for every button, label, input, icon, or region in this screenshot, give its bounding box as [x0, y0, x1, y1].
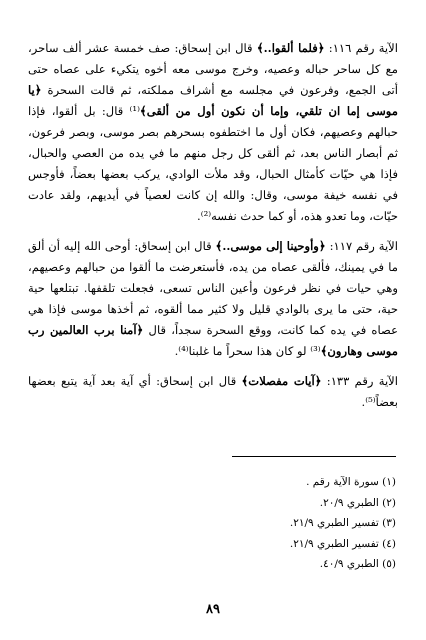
footnote-item: (٥) الطبري ٤٠/٩. — [319, 558, 396, 570]
paragraph-text: قال ابن إسحاق: صف خمسة عشر ألف ساحر، مع كل ساحر حباله وعصيه، وخرج موسى معه أخوه يتكيء على عصاه حتى أتى الجمع، وفرعون في مجلسه مع أشراف مملكته، ثم قالت السحرة — [28, 41, 398, 97]
paragraph-text: الآية رقم ١١٧: — [325, 239, 399, 253]
quran-quote: ﴿آيات مفصلات﴾ — [241, 374, 322, 388]
quran-quote: ﴿آمنا برب العالمين رب موسى وهارون﴾ — [28, 323, 398, 358]
footnote-item: (٤) تفسير الطبري ٢١/٩. — [289, 537, 396, 550]
main-text — [28, 38, 398, 413]
paragraph-text: الآية رقم ١١٦: — [324, 41, 398, 55]
footnote-separator — [232, 456, 396, 457]
quran-quote: ﴿وأوحينا إلى موسى..﴾ — [215, 239, 326, 253]
quran-quote: ﴿فلما ألقوا..﴾ — [256, 41, 325, 55]
footnote-item: (٣) تفسير الطبري ٢١/٩. — [289, 517, 396, 529]
paragraph-text: الآية رقم ١٣٣: — [321, 374, 399, 388]
footnotes-list — [130, 472, 396, 575]
paragraph-text: ⁽³⁾ لو كان هذا سحراً ما غلبنا⁽⁴⁾. — [174, 344, 321, 358]
paragraph-text: قال ابن إسحاق: أي آية بعد آية يتبع بعضها بعضاً⁽⁵⁾. — [28, 374, 398, 409]
footnote-item: (١) سورة الآية رقم . — [306, 476, 396, 488]
paragraph-verse-117 — [28, 236, 398, 362]
paragraph-text: قال ابن إسحاق: أوحى الله إليه أن ألق ما في يمينك، فألقى عصاه من يده، فأستعرضت ما ألقوا من حبالهم وعصيهم، وهي حيات في نظر فرعون وأعين الناس تسعى، فجعلت تلقفها. تبتلعها حية حية، حتى ما يرى بالوادي قليل ولا كثير مما ألقوه، ثم أخذها موسى فإذا هي عصاه في يده كما كانت، ووقع السحرة سجداً، قال — [28, 239, 398, 337]
paragraph-text: ⁽¹⁾ قال: بل ألقوا، فإذا حبالهم وعصيهم، فكان أول ما اختطفوه بسحرهم بصر موسى، وبصر فرعون، ثم أبصار الناس بعد، ثم ألقى كل رجل منهم ما في يده من العصي والحبال، فإذا هي حيّات كأمثال الحبال، وقد ملأت الوادي، يركب بعضها بعضاً، فأوجس في نفسه خيفة موسى، وقال: والله إن كانت لعصياً في أيديهم، ولقد عادت حيّات، وما تعدو هذه، أو كما حدث نفسه⁽²⁾. — [28, 104, 398, 223]
paragraph-verse-116 — [28, 38, 398, 227]
page-number: ٨٩ — [206, 602, 220, 617]
paragraph-verse-133 — [28, 371, 398, 413]
footnote-item: (٢) الطبري ٢٠/٩. — [319, 496, 396, 509]
quran-quote: ﴿يا موسى إما ان تلقي، وإما أن نكون أول من ألقى﴾ — [28, 83, 398, 118]
